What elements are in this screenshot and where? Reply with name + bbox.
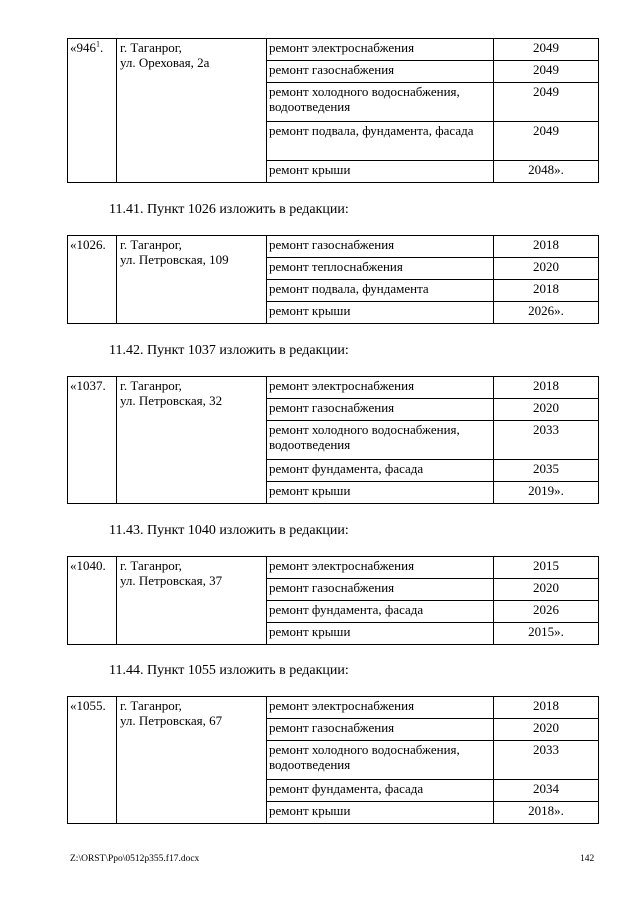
paragraph-heading: 11.42. Пункт 1037 изложить в редакции: xyxy=(109,343,349,358)
address-street: ул. Ореховая, 2а xyxy=(120,55,210,70)
footer-page-number: 142 xyxy=(580,854,595,864)
register-table-1055 xyxy=(67,696,599,824)
work-type-cell: ремонт газоснабжения xyxy=(267,61,494,83)
register-table-1040 xyxy=(67,556,599,645)
work-type-cell: ремонт теплоснабжения xyxy=(267,258,494,280)
work-type-cell: ремонт электроснабжения xyxy=(267,557,494,579)
year-cell: 2015». xyxy=(494,623,599,645)
year-cell: 2019». xyxy=(494,482,599,504)
address-city: г. Таганрог, xyxy=(120,378,182,393)
work-type-cell: ремонт крыши xyxy=(267,161,494,183)
work-type-cell: ремонт холодного водоснабжения, водоотведения xyxy=(267,741,494,780)
register-table-1026 xyxy=(67,235,599,324)
work-type-cell: ремонт газоснабжения xyxy=(267,579,494,601)
year-cell: 2034 xyxy=(494,780,599,802)
address-cell xyxy=(117,39,267,183)
work-type-cell: ремонт электроснабжения xyxy=(267,377,494,399)
item-number-superscript: 1 xyxy=(96,39,100,49)
work-type-cell: ремонт холодного водоснабжения, водоотведения xyxy=(267,83,494,122)
work-type-cell: ремонт газоснабжения xyxy=(267,236,494,258)
address-cell xyxy=(117,557,267,645)
year-cell: 2049 xyxy=(494,83,599,122)
year-cell: 2020 xyxy=(494,719,599,741)
year-cell: 2020 xyxy=(494,258,599,280)
year-cell: 2018 xyxy=(494,280,599,302)
item-number: «1040. xyxy=(68,557,117,645)
item-number: «1037. xyxy=(68,377,117,504)
item-number-tail: . xyxy=(100,40,104,55)
address-city: г. Таганрог, xyxy=(120,237,182,252)
paragraph-heading: 11.43. Пункт 1040 изложить в редакции: xyxy=(109,523,349,538)
year-cell: 2015 xyxy=(494,557,599,579)
year-cell: 2033 xyxy=(494,421,599,460)
work-type-cell: ремонт фундамента, фасада xyxy=(267,601,494,623)
work-type-cell: ремонт подвала, фундамента xyxy=(267,280,494,302)
year-cell: 2048». xyxy=(494,161,599,183)
year-cell: 2018 xyxy=(494,236,599,258)
year-cell: 2049 xyxy=(494,61,599,83)
year-cell: 2020 xyxy=(494,399,599,421)
item-number xyxy=(68,39,117,183)
year-cell: 2018». xyxy=(494,802,599,824)
year-cell: 2018 xyxy=(494,697,599,719)
year-cell: 2049 xyxy=(494,122,599,161)
work-type-cell: ремонт электроснабжения xyxy=(267,39,494,61)
work-type-cell: ремонт крыши xyxy=(267,623,494,645)
work-type-cell: ремонт крыши xyxy=(267,802,494,824)
work-type-cell: ремонт фундамента, фасада xyxy=(267,780,494,802)
year-cell: 2049 xyxy=(494,39,599,61)
work-type-cell: ремонт фундамента, фасада xyxy=(267,460,494,482)
address-city: г. Таганрог, xyxy=(120,698,182,713)
address-street: ул. Петровская, 32 xyxy=(120,393,223,408)
work-type-cell: ремонт крыши xyxy=(267,302,494,324)
register-table-1037 xyxy=(67,376,599,504)
address-cell xyxy=(117,697,267,824)
work-type-cell: ремонт холодного водоснабжения, водоотведения xyxy=(267,421,494,460)
address-cell xyxy=(117,377,267,504)
year-cell: 2020 xyxy=(494,579,599,601)
item-number: «1055. xyxy=(68,697,117,824)
address-city: г. Таганрог, xyxy=(120,40,182,55)
address-cell xyxy=(117,236,267,324)
item-number: «1026. xyxy=(68,236,117,324)
address-city: г. Таганрог, xyxy=(120,558,182,573)
year-cell: 2026». xyxy=(494,302,599,324)
work-type-cell: ремонт газоснабжения xyxy=(267,719,494,741)
paragraph-heading: 11.44. Пункт 1055 изложить в редакции: xyxy=(109,663,349,678)
year-cell: 2035 xyxy=(494,460,599,482)
address-street: ул. Петровская, 37 xyxy=(120,573,223,588)
year-cell: 2026 xyxy=(494,601,599,623)
work-type-cell: ремонт газоснабжения xyxy=(267,399,494,421)
paragraph-heading: 11.41. Пункт 1026 изложить в редакции: xyxy=(109,202,349,217)
work-type-cell: ремонт электроснабжения xyxy=(267,697,494,719)
year-cell: 2033 xyxy=(494,741,599,780)
year-cell: 2018 xyxy=(494,377,599,399)
work-type-cell: ремонт подвала, фундамента, фасада xyxy=(267,122,494,161)
work-type-cell: ремонт крыши xyxy=(267,482,494,504)
address-street: ул. Петровская, 109 xyxy=(120,252,229,267)
address-street: ул. Петровская, 67 xyxy=(120,713,223,728)
item-number-text: «946 xyxy=(70,40,96,55)
footer-file-path: Z:\ORST\Ppo\0512p355.f17.docx xyxy=(70,854,200,864)
register-table-946 xyxy=(67,38,599,183)
